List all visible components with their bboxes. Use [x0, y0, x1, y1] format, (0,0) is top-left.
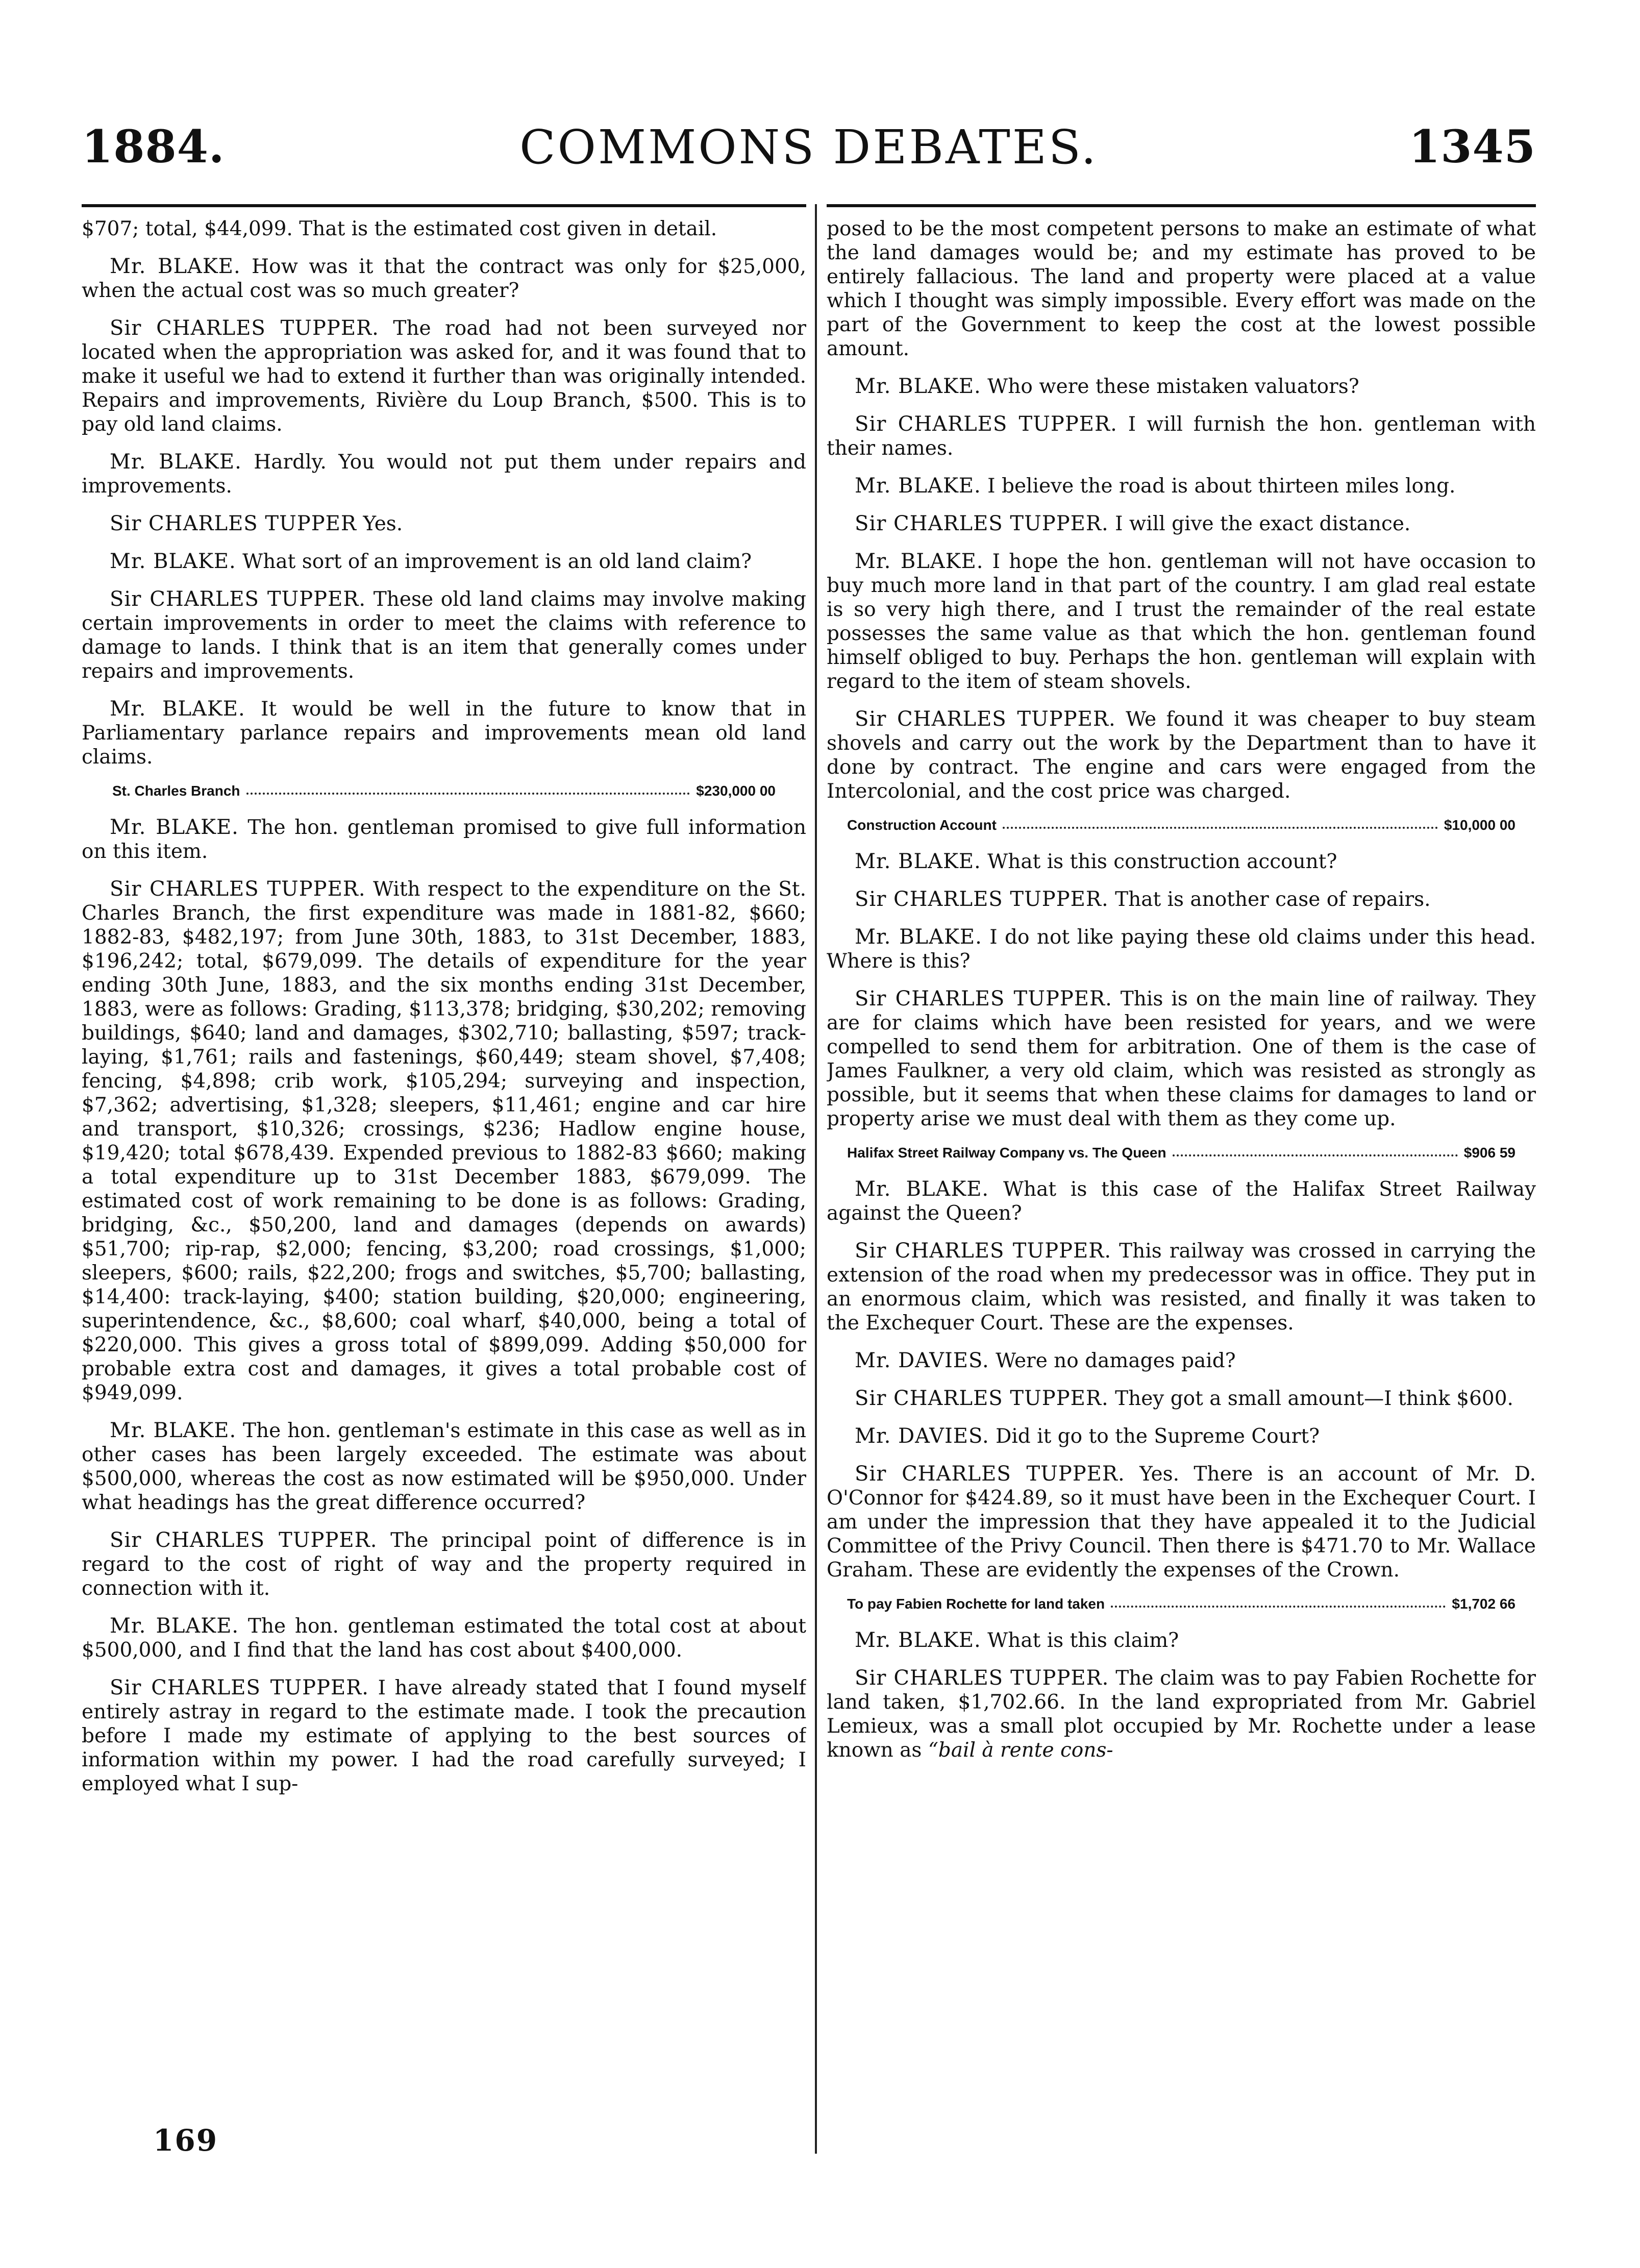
speaker: Mr. BLAKE. — [110, 697, 245, 721]
speaker: Sir CHARLES TUPPER — [110, 512, 357, 535]
speech — [827, 925, 1536, 973]
speaker: Mr. BLAKE. — [855, 925, 982, 949]
speaker: Mr. BLAKE. — [855, 1629, 981, 1652]
speaker: Mr. BLAKE. — [110, 816, 239, 839]
speaker: Mr. DAVIES. — [855, 1424, 989, 1448]
speech-text: That is another case of repairs. — [1115, 888, 1431, 911]
speaker: Mr. BLAKE. — [855, 850, 981, 873]
speech — [827, 1177, 1536, 1225]
left-column — [82, 217, 806, 2146]
speech — [82, 450, 806, 498]
speech-text: I do not like paying these old claims under this head. Where is this? — [827, 926, 1536, 973]
speaker: Sir CHARLES TUPPER. — [855, 1666, 1109, 1690]
speech — [82, 255, 806, 303]
speech-text: Yes. There is an account of Mr. D. O'Connor for $424.89, so it must have been in the Exchequer Court. I am under the impression that they have appealed it to the Judicial Committee of the Privy Council. Then there is $471.70 to Mr. Wallace Graham. These are evidently the expenses of the Crown. — [827, 1463, 1536, 1582]
speech-text: The principal point of difference is in regard to the cost of right of way and the property required in connection with it. — [82, 1529, 806, 1600]
speaker: Mr. BLAKE. — [855, 550, 984, 573]
item-amount: $1,702 66 — [1452, 1596, 1515, 1612]
speech — [82, 316, 806, 436]
header-rule-left — [82, 204, 806, 207]
speaker: Sir CHARLES TUPPER. — [110, 877, 366, 901]
italic-phrase: “bail à rente cons- — [928, 1739, 1113, 1762]
header-year: 1884. — [82, 120, 225, 173]
speaker: Sir CHARLES TUPPER. — [110, 587, 366, 611]
speech — [827, 1239, 1536, 1335]
speech — [827, 888, 1536, 911]
speaker: Sir CHARLES TUPPER. — [855, 1239, 1112, 1263]
speaker: Sir CHARLES TUPPER. — [855, 1387, 1109, 1410]
speech — [82, 1419, 806, 1515]
speech — [827, 1349, 1536, 1373]
speech-text: I have already stated that I found myself entirely astray in regard to the estimate made. I took the precaution before I made my estimate of applying to the best sources of information within my power. I had the road carefully surveyed; I employed what I sup- — [82, 1677, 806, 1795]
speech-text: What is this case of the Halifax Street Railway against the Queen? — [827, 1178, 1536, 1225]
speech — [827, 550, 1536, 694]
speech-text: This railway was crossed in carrying the extension of the road when my predecessor was in office. They put in an enormous claim, which was resisted, and finally it was taken to the Exchequer Court. These are the expenses. — [827, 1240, 1536, 1335]
right-column — [827, 217, 1536, 2146]
speech-text: What sort of an improvement is an old land claim? — [242, 550, 752, 573]
speech — [827, 375, 1536, 399]
page-header — [82, 120, 1536, 191]
speaker: Mr. BLAKE. — [855, 375, 981, 398]
speaker: Sir CHARLES TUPPER. — [110, 316, 379, 340]
speech-text: It would be well in the future to know that in Parliamentary parlance repairs and improvements mean old land claims. — [82, 698, 806, 769]
speaker: Sir CHARLES TUPPER. — [110, 1529, 378, 1552]
speech-text: Were no damages paid? — [996, 1349, 1236, 1372]
speech — [82, 816, 806, 864]
speaker: Mr. DAVIES. — [855, 1349, 989, 1372]
speech-text: The hon. gentleman promised to give full information on this item. — [82, 816, 806, 863]
speech-text: I will give the exact distance. — [1115, 512, 1411, 535]
speech — [827, 512, 1536, 536]
speaker: Sir CHARLES TUPPER. — [855, 987, 1112, 1010]
dot-leader — [1111, 1596, 1446, 1608]
speech-text: The claim was to pay Fabien Rochette for land taken, $1,702.66. In the land expropriated from Mr. Gabriel Lemieux, was a small plot occupied by Mr. Rochette under a lease known as — [827, 1667, 1536, 1762]
speech — [82, 512, 806, 536]
speech-text: How was it that the contract was only for $25,000, when the actual cost was so much greater? — [82, 255, 806, 302]
column-divider — [815, 204, 817, 2154]
header-rule-right — [827, 204, 1536, 207]
speaker: Sir CHARLES TUPPER. — [855, 512, 1109, 535]
estimate-item — [827, 817, 1536, 833]
header-title: COMMONS DEBATES. — [519, 120, 1098, 175]
speech-text: Did it go to the Supreme Court? — [996, 1425, 1320, 1448]
speaker: Mr. BLAKE. — [855, 474, 981, 498]
speech-text: What is this claim? — [987, 1629, 1179, 1652]
speech-text: We found it was cheaper to buy steam shovels and carry out the work by the Department than to have it done by contract. The engine and cars were engaged from the Intercolonial, and the cost price was charged. — [827, 708, 1536, 803]
speech-text: Who were these mistaken valuators? — [987, 375, 1359, 398]
speech — [827, 1424, 1536, 1448]
speech — [82, 877, 806, 1405]
speech — [827, 987, 1536, 1131]
speech — [827, 850, 1536, 874]
item-label: Halifax Street Railway Company vs. The Queen — [847, 1145, 1166, 1161]
speech — [82, 587, 806, 683]
speech-text: With respect to the expenditure on the St. Charles Branch, the first expenditure was made in 1881-82, $660; 1882-83, $482,197; from June 30th, 1883, to 31st December, 1883, $196,242; total, $679,099. The details of expenditure for the year ending 30th June, 1883, and the six months ending 31st December, 1883, were as follows: Grading, $113,378; bridging, $30,202; removing buildings, $640; land and damages, $302,710; ballasting, $597; track-laying, $1,761; rails and fastenings, $60,449; steam shovel, $7,408; fencing, $4,898; crib work, $105,294; surveying and inspection, $7,362; advertising, $1,328; sleepers, $11,461; engine and car hire and transport, $10,326; crossings, $236; Hadlow engine house, $19,420; total $678,439. Expended previous to 1882-83 $660; making a total expenditure up to 31st December 1883, $679,099. The estimated cost of work remaining to be done is as follows: Grading, bridging, &c., $50,200, land and damages (depends on awards) $51,700; rip-rap, $2,000; fencing, $3,200; road crossings, $1,000; sleepers, $600; rails, $22,200; frogs and switches, $5,700; ballasting, $14,400: track-laying, $400; station building, $20,000; engineering, superintendence, &c., $8,600; coal wharf, $40,000, being a total of $220,000. This gives a gross total of $899,099. Adding $50,000 for probable extra cost and damages, it gives a total probable cost of $949,099. — [82, 878, 806, 1404]
paragraph: $707; total, $44,099. That is the estimated cost given in detail. — [82, 217, 717, 240]
item-label: Construction Account — [847, 817, 997, 833]
speech — [82, 697, 806, 769]
speech — [827, 1387, 1536, 1411]
paragraph: posed to be the most competent persons to make an estimate of what the land damages would be; and my estimate has proved to be entirely fallacious. The land and property were placed at a value which I thought was simply impossible. Every effort was made on the part of the Government to keep the cost at the lowest possible amount. — [827, 217, 1536, 360]
speech-text: They got a small amount—I think $600. — [1115, 1387, 1513, 1410]
speech — [82, 1676, 806, 1796]
speaker: Sir CHARLES TUPPER. — [855, 1462, 1125, 1486]
estimate-item — [827, 1145, 1536, 1161]
speaker: Mr. BLAKE. — [110, 255, 241, 278]
speaker: Mr. BLAKE. — [110, 550, 236, 573]
speech-text: Hardly. You would not put them under repairs and improvements. — [82, 451, 806, 498]
speech — [82, 550, 806, 574]
speaker: Mr. BLAKE. — [110, 1614, 239, 1638]
speaker: Mr. BLAKE. — [855, 1177, 989, 1201]
item-amount: $10,000 00 — [1444, 817, 1515, 833]
speaker: Sir CHARLES TUPPER. — [855, 888, 1109, 911]
speech-text: What is this construction account? — [987, 850, 1337, 873]
speech — [827, 1629, 1536, 1653]
item-amount: $906 59 — [1463, 1145, 1515, 1161]
speech-text: I hope the hon. gentleman will not have occasion to buy much more land in that part of the country. I am glad real estate is so very high there, and I trust the remainder of the real estate possesses the same value as that which the hon. gentleman found himself obliged to buy. Perhaps the hon. gentleman will explain with regard to the item of steam shovels. — [827, 550, 1536, 693]
speech — [82, 1614, 806, 1662]
speech — [827, 474, 1536, 498]
dot-leader — [1003, 817, 1438, 829]
speech-text: Yes. — [363, 512, 403, 535]
speech-text: The hon. gentleman estimated the total cost at about $500,000, and I find that the land has cost about $400,000. — [82, 1615, 806, 1662]
speech — [82, 1529, 806, 1600]
speech-text: The road had not been surveyed nor located when the appropriation was asked for, and it was found that to make it useful we had to extend it further than was originally intended. Repairs and improvements, Rivière du Loup Branch, $500. This is to pay old land claims. — [82, 317, 806, 436]
speech — [827, 1462, 1536, 1582]
dot-leader — [246, 783, 690, 795]
header-page-number: 1345 — [1409, 120, 1536, 173]
speaker: Sir CHARLES TUPPER. — [855, 707, 1116, 731]
speaker: Mr. BLAKE. — [110, 450, 242, 474]
dot-leader — [1173, 1145, 1458, 1156]
item-label: To pay Fabien Rochette for land taken — [847, 1596, 1105, 1612]
item-amount: $230,000 00 — [696, 783, 776, 799]
speech — [827, 412, 1536, 460]
speaker: Mr. BLAKE. — [110, 1419, 237, 1442]
speech-text: This is on the main line of railway. They are for claims which have been resisted for years, and we were compelled to send them for arbitration. One of them is the case of James Faulkner, a very old claim, which was resisted as strongly as possible, but it seems that when these claims for damages to land or property arise we must deal with them as they come up. — [827, 988, 1536, 1130]
estimate-item — [82, 783, 806, 799]
speech-text: I will furnish the hon. gentleman with their names. — [827, 413, 1536, 460]
signature-mark: 169 — [153, 2123, 218, 2158]
speech-text: These old land claims may involve making certain improvements in order to meet the claims with reference to damage to lands. I think that is an item that generally comes under repairs and improvements. — [82, 588, 806, 683]
estimate-item — [827, 1596, 1536, 1612]
speech-text: The hon. gentleman's estimate in this case as well as in other cases has been largely exceeded. The estimate was about $500,000, whereas the cost as now estimated will be $950,000. Under what headings has the great difference occurred? — [82, 1419, 806, 1514]
speech — [827, 1666, 1536, 1762]
speaker: Sir CHARLES TUPPER. — [855, 412, 1117, 436]
speech-text: I believe the road is about thirteen miles long. — [987, 475, 1456, 498]
item-label: St. Charles Branch — [112, 783, 240, 799]
speech — [827, 707, 1536, 803]
speaker: Sir CHARLES TUPPER. — [110, 1676, 369, 1699]
